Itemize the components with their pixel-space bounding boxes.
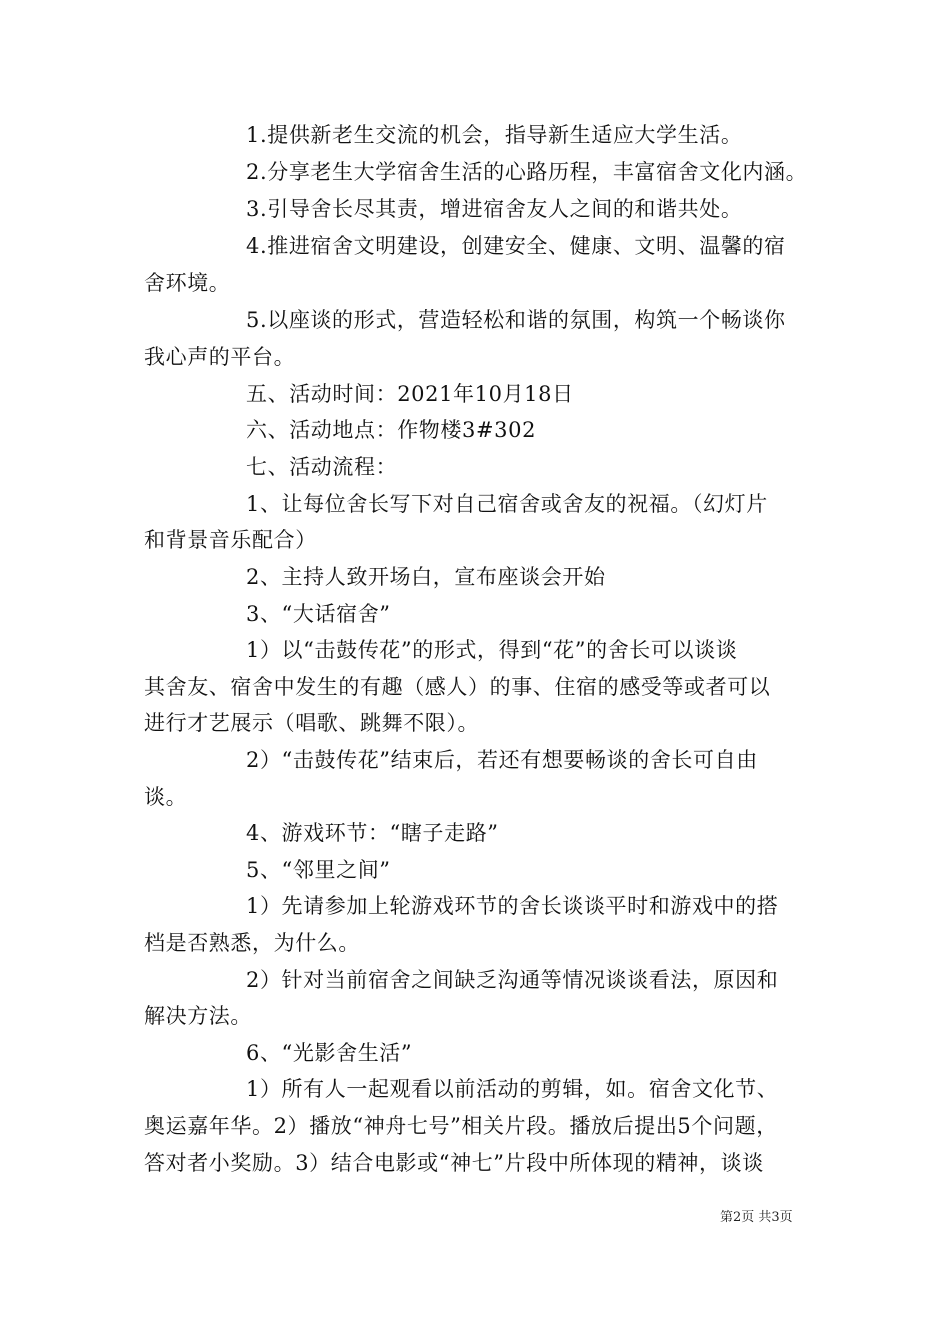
page-number: 第2页 共3页 — [720, 1210, 793, 1225]
text-line: 解决方法。 — [144, 1004, 252, 1028]
text-line: 6、“光影舍生活” — [246, 1041, 413, 1065]
section-heading: 六、活动地点：作物楼3#302 — [246, 418, 537, 442]
text-line: 3、“大话宿舍” — [246, 602, 391, 626]
text-line: 3.引导舍长尽其责，增进宿舍友人之间的和谐共处。 — [246, 197, 743, 221]
text-line: 4、游戏环节：“瞎子走路” — [246, 821, 499, 845]
text-line: 2、主持人致开场白，宣布座谈会开始 — [246, 565, 606, 589]
text-line: 其舍友、宿舍中发生的有趣（感人）的事、住宿的感受等或者可以 — [144, 675, 771, 699]
text-line: 1）所有人一起观看以前活动的剪辑，如。宿舍文化节、 — [246, 1077, 779, 1101]
text-line: 2）“击鼓传花”结束后，若还有想要畅谈的舍长可自由 — [246, 748, 758, 772]
text-line: 2.分享老生大学宿舍生活的心路历程，丰富宿舍文化内涵。 — [246, 160, 808, 184]
text-line: 5、“邻里之间” — [246, 858, 391, 882]
text-line: 奥运嘉年华。2）播放“神舟七号”相关片段。播放后提出5个问题， — [144, 1114, 778, 1138]
text-line: 答对者小奖励。3）结合电影或“神七”片段中所体现的精神，谈谈 — [144, 1151, 764, 1175]
text-line: 4.推进宿舍文明建设，创建安全、健康、文明、温馨的宿 — [246, 234, 786, 258]
section-heading: 五、活动时间：2021年10月18日 — [246, 382, 574, 406]
text-line: 1）以“击鼓传花”的形式，得到“花”的舍长可以谈谈 — [246, 638, 738, 662]
text-line: 舍环境。 — [144, 271, 231, 295]
text-line: 我心声的平台。 — [144, 345, 296, 369]
text-line: 5.以座谈的形式，营造轻松和谐的氛围，构筑一个畅谈你 — [246, 308, 786, 332]
text-line: 1.提供新老生交流的机会，指导新生适应大学生活。 — [246, 123, 743, 147]
text-line: 2）针对当前宿舍之间缺乏沟通等情况谈谈看法，原因和 — [246, 968, 779, 992]
text-line: 1、让每位舍长写下对自己宿舍或舍友的祝福。（幻灯片 — [246, 492, 768, 516]
text-line: 进行才艺展示（唱歌、跳舞不限）。 — [144, 711, 480, 735]
text-line: 谈。 — [144, 785, 188, 809]
section-heading: 七、活动流程： — [246, 455, 398, 479]
text-line: 和背景音乐配合） — [144, 528, 317, 552]
text-line: 档是否熟悉，为什么。 — [144, 931, 360, 955]
text-line: 1）先请参加上轮游戏环节的舍长谈谈平时和游戏中的搭 — [246, 894, 779, 918]
